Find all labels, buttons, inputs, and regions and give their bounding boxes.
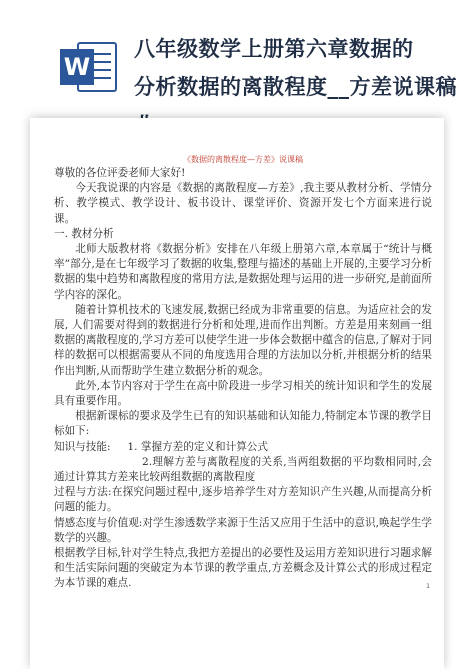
banner: [0, 0, 474, 125]
banner-title-line-2: 分析数据的离散程度__方差说课稿: [134, 75, 457, 99]
goal-2: 2.理解方差与离散程度的关系,当两组数据的平均数相同时,会通过计算其方差来比较两组数据的离散程度: [54, 455, 432, 484]
document-heading: 《数据的离散程度—方差》说课稿: [183, 155, 303, 164]
greeting: 尊敬的各位评委老师大家好!: [54, 167, 186, 179]
word-icon-letter: W: [63, 53, 91, 81]
goal-label: 知识与技能:: [54, 440, 111, 453]
intro-paragraph: 今天我说课的内容是《数据的离散程度—方差》,我主要从教材分析、学情分析、教学模式、教学设计、板书设计、课堂评价、资源开发七个方面来进行说课。: [54, 182, 432, 225]
paragraph-4: 根据新课标的要求及学生已有的知识基础和认知能力,特制定本节课的教学目标如下:: [54, 410, 432, 438]
attitude-goal: 情感态度与价值观:对学生渗透数学来源于生活又应用于生活中的意识,唤起学生学数学的兴趣。: [54, 516, 432, 544]
document-body: [54, 124, 432, 592]
page-number: 1: [426, 583, 430, 590]
paragraph-1: 北师大版教材将《数据分析》安排在八年级上册第六章,本章属于“统计与概率”部分,是在七年级学习了数据的收集,整理与描述的基础上开展的,主要学习分析数据的集中趋势和离散程度的常用方法,是数据处理与运用的进一步研究,是前面所学内容的深化。: [54, 243, 432, 301]
word-document-icon: [60, 40, 118, 94]
document-page: [30, 118, 444, 669]
focus-paragraph: 根据教学目标,针对学生特点,我把方差提出的必要性及运用方差知识进行习题求解和生活实际问题的突破定为本节课的教学重点,方差概念及计算公式的形成过程定为本节课的难点.: [54, 547, 432, 590]
process-goal: 过程与方法:在探究问题过程中,逐步培养学生对方差知识产生兴趣,从而提高分析问题的能力。: [54, 486, 432, 514]
banner-title-line-1: 八年级数学上册第六章数据的: [134, 37, 414, 61]
section-heading: 一. 教材分析: [54, 227, 114, 240]
paragraph-2: 随着计算机技术的飞速发展,数据已经成为非常重要的信息。为适应社会的发展, 人们需要对得到的数据进行分析和处理,进而作出判断。方差是用来刻画一组数据的离散程度的,学习方差可以使学生进一步体会数据中蕴含的信息,了解对于同样的数据可以根据需要从不同的角度选用合理的方法加以分析,并根据分析的结果作出判断,从而帮助学生建立数据分析的观念。: [54, 303, 432, 377]
paragraph-3: 此外,本节内容对于学生在高中阶段进一步学习相关的统计知识和学生的发展具有重要作用。: [54, 379, 432, 408]
goal-line-1: [54, 440, 432, 455]
goal-1: 1. 掌握方差的定义和计算公式: [127, 440, 268, 453]
